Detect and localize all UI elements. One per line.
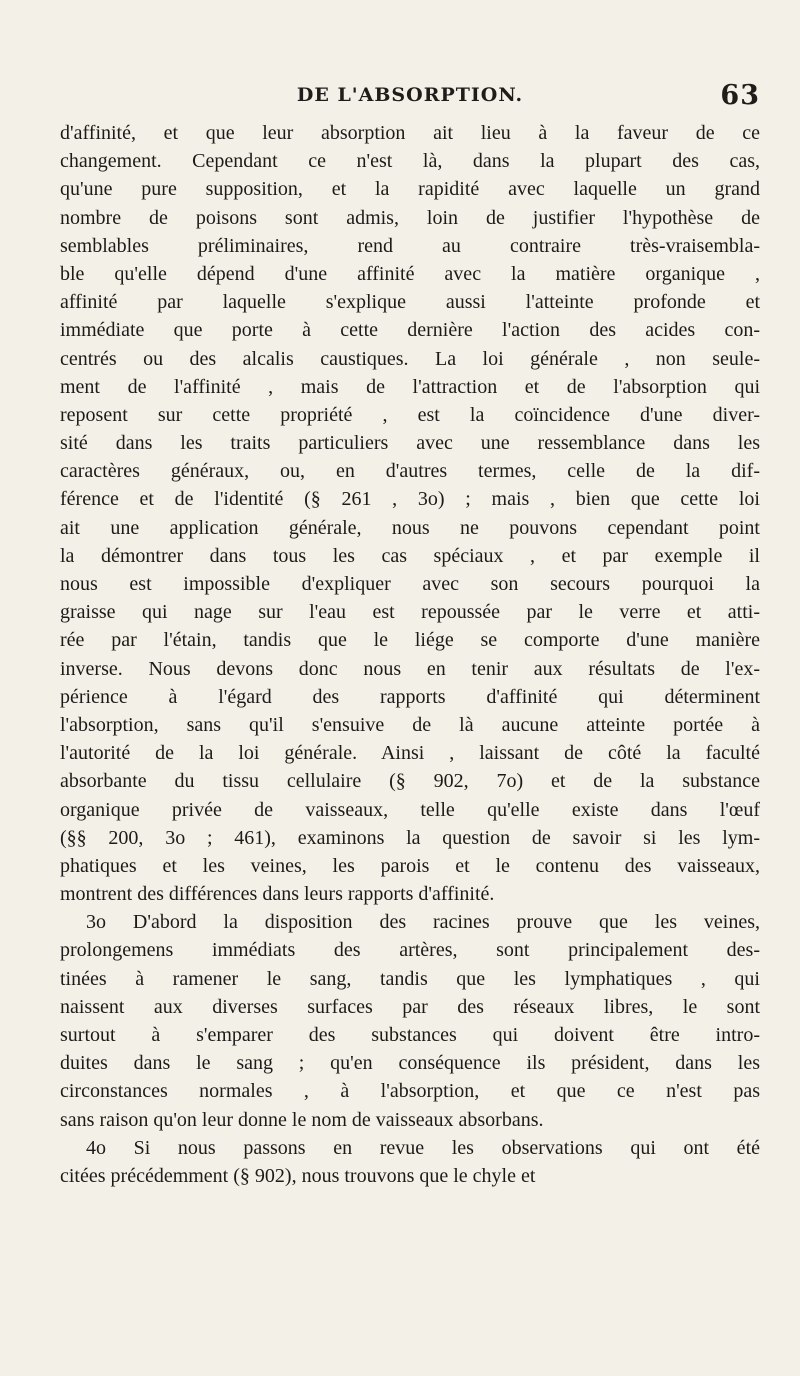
text-line: 4o Si nous passons en revue les observations qui ont été [86, 1136, 760, 1159]
text-line: changement. Cependant ce n'est là, dans la plupart des cas, [60, 150, 760, 173]
text-line: phatiques et les veines, les parois et le contenu des vaisseaux, [60, 854, 760, 877]
text-line: ait une application générale, nous ne pouvons cependant point [60, 516, 760, 539]
text-line: la démontrer dans tous les cas spéciaux , et par exemple il [60, 544, 760, 567]
running-head: DE L'ABSORPTION. [296, 84, 524, 106]
text-line: ble qu'elle dépend d'une affinité avec la matière organique , [60, 262, 760, 285]
text-line: nombre de poisons sont admis, loin de justifier l'hypothèse de [60, 206, 760, 229]
text-line: l'absorption, sans qu'il s'ensuive de là aucune atteinte portée à [60, 713, 760, 736]
text-line: reposent sur cette propriété , est la coïncidence d'une diver- [60, 403, 760, 426]
text-line: sité dans les traits particuliers avec une ressemblance dans les [60, 432, 760, 455]
paragraph-3 [60, 1134, 760, 1190]
text-line: duites dans le sang ; qu'en conséquence ils président, dans les [60, 1052, 760, 1075]
text-line: rée par l'étain, tandis que le liége se comporte d'une manière [60, 629, 760, 652]
text-line: nous est impossible d'expliquer avec son secours pourquoi la [60, 573, 760, 595]
text-line: surtout à s'emparer des substances qui doivent être intro- [60, 1024, 760, 1046]
text-line: naissent aux diverses surfaces par des réseaux libres, le sont [60, 995, 760, 1018]
text-line: circonstances normales , à l'absorption, et que ce n'est pas [60, 1080, 760, 1103]
text-line: périence à l'égard des rapports d'affinité qui déterminent [60, 685, 760, 708]
text-line: immédiate que porte à cette dernière l'action des acides con- [60, 319, 760, 342]
text-line: (§§ 200, 3o ; 461), examinons la question de savoir si les lym- [60, 826, 760, 849]
text-line: citées précédemment (§ 902), nous trouvons que le chyle et [60, 1164, 536, 1187]
text-line: 3o D'abord la disposition des racines prouve que les veines, [86, 911, 760, 934]
page-number: 63 [720, 80, 760, 111]
text-line: semblables préliminaires, rend au contraire très-vraisembla- [60, 234, 760, 257]
paragraph-2 [60, 908, 760, 1134]
text-line: graisse qui nage sur l'eau est repoussée par le verre et atti- [60, 601, 760, 624]
text-line: qu'une pure supposition, et la rapidité avec laquelle un grand [60, 178, 760, 201]
text-line: centrés ou des alcalis caustiques. La loi générale , non seule- [60, 347, 760, 370]
text-line: tinées à ramener le sang, tandis que les lymphatiques , qui [60, 967, 760, 990]
text-line: montrent des différences dans leurs rapports d'affinité. [60, 883, 495, 906]
page-header [60, 80, 760, 114]
text-line: inverse. Nous devons donc nous en tenir aux résultats de l'ex- [60, 657, 760, 680]
text-line: affinité par laquelle s'explique aussi l'atteinte profonde et [60, 291, 760, 314]
text-line: l'autorité de la loi générale. Ainsi , laissant de côté la faculté [60, 742, 760, 765]
body-text [60, 119, 760, 1190]
text-line: caractères généraux, ou, en d'autres termes, celle de la dif- [60, 460, 760, 483]
paragraph-1 [60, 119, 760, 908]
text-line: prolongemens immédiats des artères, sont principalement des- [60, 939, 760, 962]
text-line: ment de l'affinité , mais de l'attraction et de l'absorption qui [60, 375, 760, 398]
text-line: férence et de l'identité (§ 261 , 3o) ; mais , bien que cette loi [60, 488, 760, 511]
text-line: organique privée de vaisseaux, telle qu'elle existe dans l'œuf [60, 798, 760, 821]
text-line: sans raison qu'on leur donne le nom de vaisseaux absorbans. [60, 1108, 544, 1131]
text-line: absorbante du tissu cellulaire (§ 902, 7o) et de la substance [60, 770, 760, 793]
text-line: d'affinité, et que leur absorption ait lieu à la faveur de ce [60, 122, 760, 144]
